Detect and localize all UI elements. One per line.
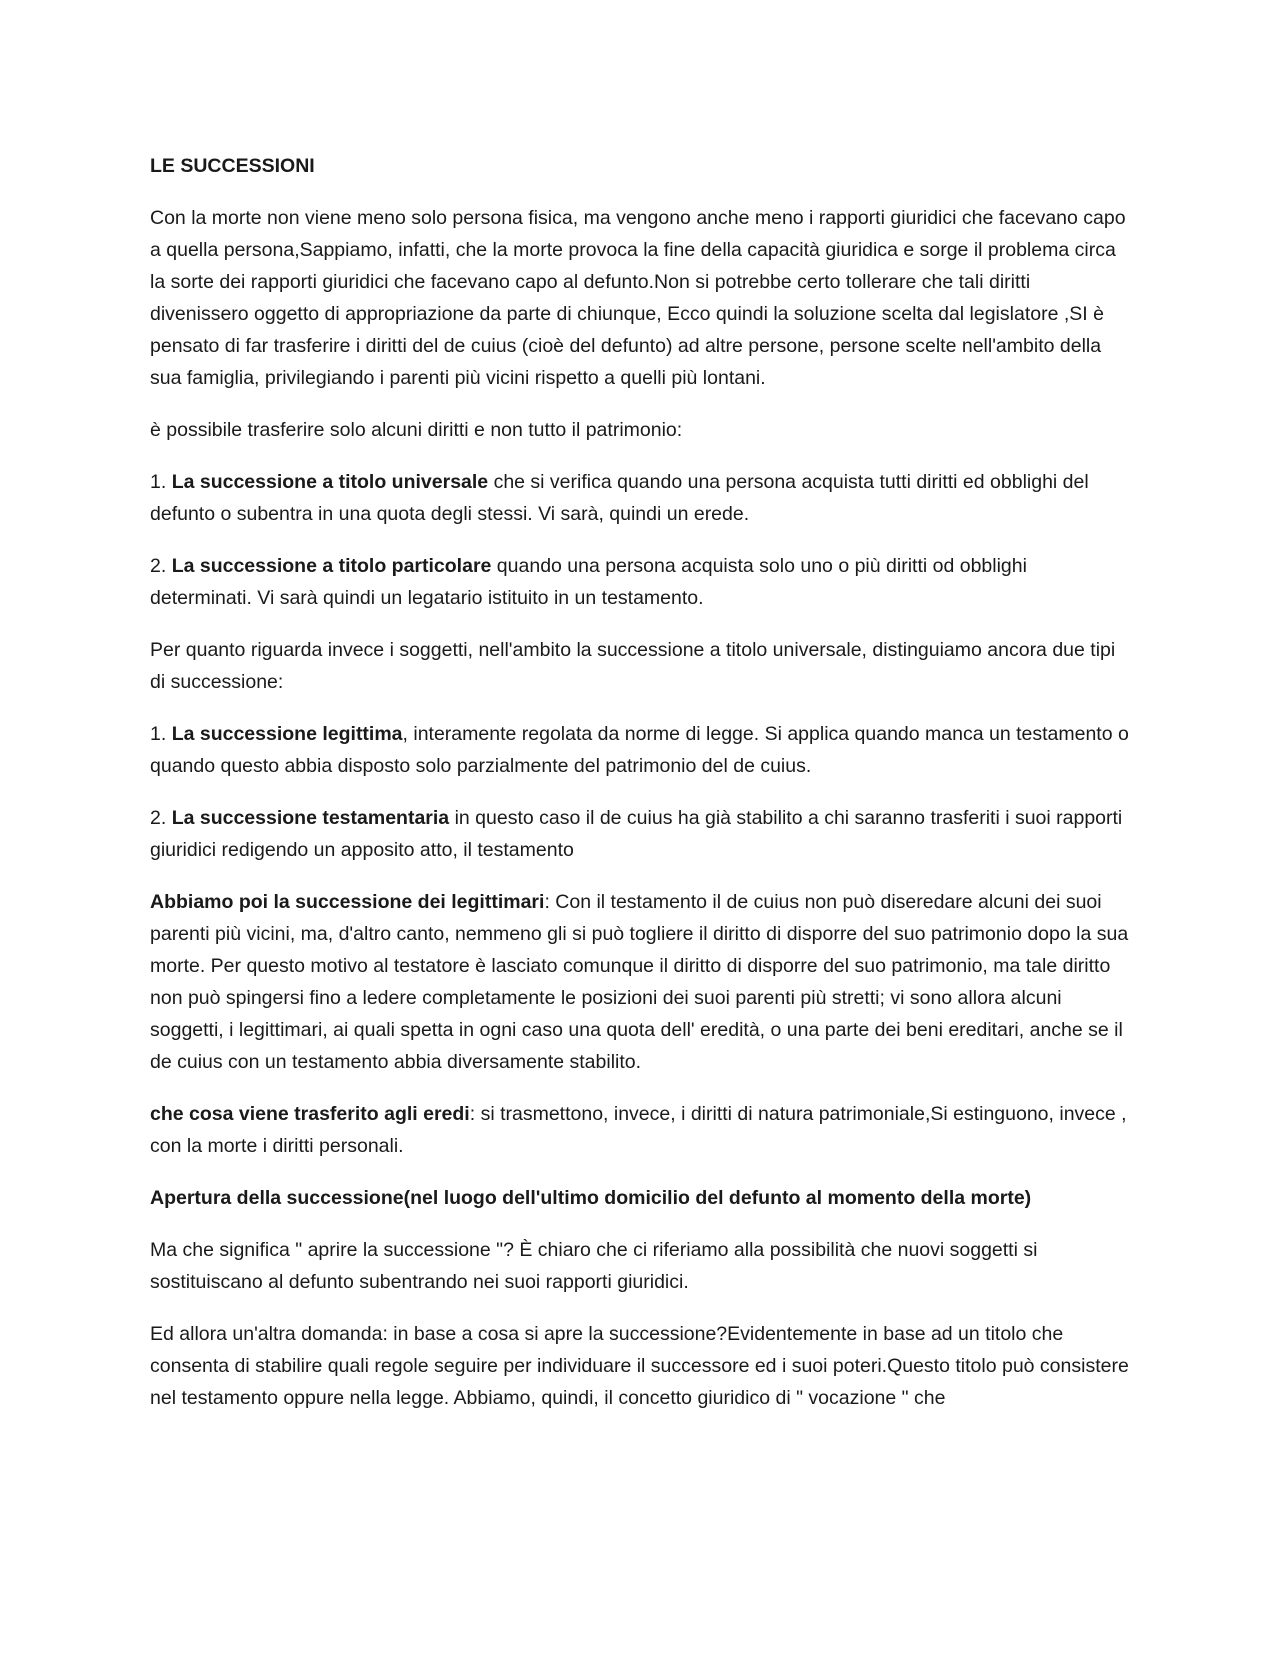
paragraph-transfer: è possibile trasferire solo alcuni diritti e non tutto il patrimonio: <box>150 419 683 441</box>
definition-testamentary: in questo caso il de cuius ha già stabilito a chi saranno trasferiti i suoi rapporti giuridici redigendo un apposito atto, il testamento <box>150 807 1123 861</box>
paragraph-universal <box>150 466 1130 530</box>
term-testamentary: La successione testamentaria <box>171 807 450 829</box>
paragraph-title-basis: Ed allora un'altra domanda: in base a cosa si apre la successione?Evidentemente in base ad un titolo che consenta di stabilire quali regole seguire per individuare il successore ed i suoi poteri.Questo titolo può consistere nel testamento oppure nella legge. Abbiamo, quindi, il concetto giuridico di " vocazione " che <box>150 1323 1129 1409</box>
paragraph-legitimate <box>150 718 1130 782</box>
definition-universal: che si verifica quando una persona acquista tutti diritti ed obblighi del defunto o subentra in una quota degli stessi. Vi sarà, quindi un erede. <box>150 471 1089 525</box>
paragraph-intro: Con la morte non viene meno solo persona fisica, ma vengono anche meno i rapporti giuridici che facevano capo a quella persona,Sappiamo, infatti, che la morte provoca la fine della capacità giuridica e sorge il problema circa la sorte dei rapporti giuridici che facevano capo al defunto.Non si potrebbe certo tollerare che tali diritti divenissero oggetto di appropriazione da parte di chiunque, Ecco quindi la soluzione scelta dal legislatore ,SI è pensato di far trasferire i diritti del de cuius (cioè del defunto) ad altre persone, persone scelte nell'ambito della sua famiglia, privilegiando i parenti più vicini rispetto a quelli più lontani. <box>150 207 1126 389</box>
document-page <box>150 150 1130 1434</box>
paragraph-testamentary <box>150 802 1130 866</box>
paragraph-heirs <box>150 1098 1130 1162</box>
list-number: 2. <box>150 807 172 829</box>
list-number: 1. <box>150 471 172 493</box>
definition-particular: quando una persona acquista solo uno o più diritti od obblighi determinati. Vi sarà quindi un legatario istituito in un testamento. <box>150 555 1027 609</box>
definition-legitimari: : Con il testamento il de cuius non può diseredare alcuni dei suoi parenti più vicini, ma, d'altro canto, nemmeno gli si può togliere il diritto di disporre del suo patrimonio dopo la sua morte. Per questo motivo al testatore è lasciato comunque il diritto di disporre del suo patrimonio, ma tale diritto non può spingersi fino a ledere completamente le posizioni dei suoi parenti più stretti; vi sono allora alcuni soggetti, i legittimari, ai quali spetta in ogni caso una quota dell' eredità, o una parte dei beni ereditari, anche se il de cuius con un testamento abbia diversamente stabilito. <box>150 891 1129 1073</box>
definition-legitimate: , interamente regolata da norme di legge. Si applica quando manca un testamento o quando questo abbia disposto solo parzialmente del patrimonio del de cuius. <box>150 723 1129 777</box>
paragraph-legitimari <box>150 886 1130 1078</box>
term-legitimari: Abbiamo poi la successione dei legittimari <box>150 891 545 913</box>
term-legitimate: La successione legittima <box>171 723 403 745</box>
paragraph-subjects: Per quanto riguarda invece i soggetti, nell'ambito la successione a titolo universale, distinguiamo ancora due tipi di successione: <box>150 639 1116 693</box>
section-heading-opening: Apertura della successione(nel luogo dell'ultimo domicilio del defunto al momento della morte) <box>150 1187 1032 1209</box>
document-title: LE SUCCESSIONI <box>150 155 315 177</box>
paragraph-particular <box>150 550 1130 614</box>
definition-heirs: : si trasmettono, invece, i diritti di natura patrimoniale,Si estinguono, invece , con la morte i diritti personali. <box>150 1103 1127 1157</box>
list-number: 1. <box>150 723 172 745</box>
term-universal: La successione a titolo universale <box>171 471 489 493</box>
paragraph-meaning: Ma che significa " aprire la successione "? È chiaro che ci riferiamo alla possibilità che nuovi soggetti si sostituiscano al defunto subentrando nei suoi rapporti giuridici. <box>150 1239 1038 1293</box>
term-particular: La successione a titolo particolare <box>171 555 492 577</box>
list-number: 2. <box>150 555 172 577</box>
term-heirs: che cosa viene trasferito agli eredi <box>150 1103 470 1125</box>
